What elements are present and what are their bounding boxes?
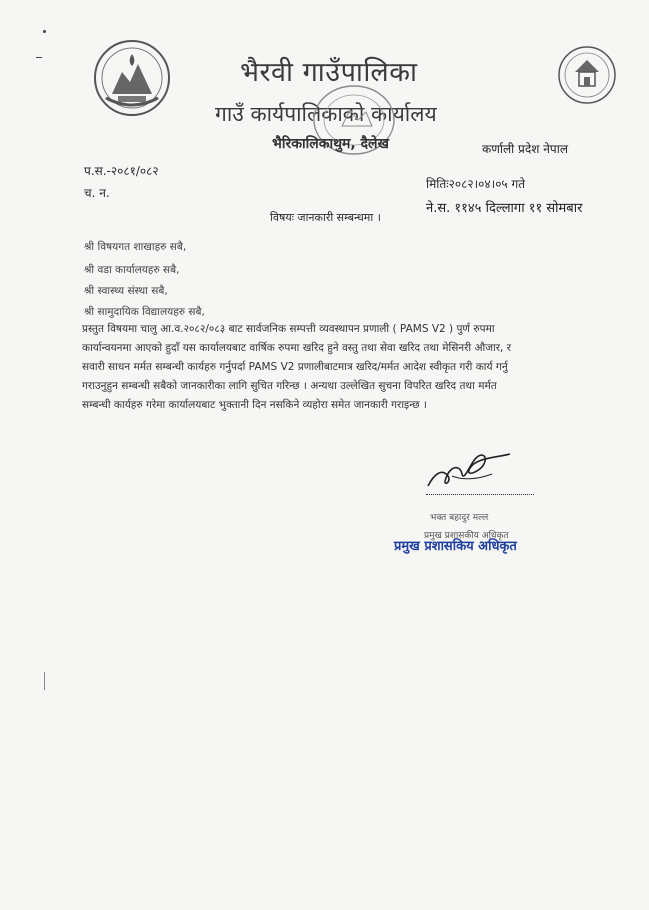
office-address: भैरिकालिकाथुम, दैलेख — [272, 136, 389, 152]
body-line: सम्बन्धी कार्यहरु गरेमा कार्यालयबाट भुक्तानी दिन नसकिने व्यहोरा समेत जानकारी गराइन्छ । — [82, 399, 427, 411]
signature-line — [426, 494, 534, 495]
body-line: गराउनुहुन सम्बन्धी सबैको जानकारीका लागि सुचित गरिन्छ । अन्यथा उल्लेखित सुचना विपरित खरिद तथा मर्मत — [82, 380, 497, 392]
signatory-title-stamp: प्रमुख प्रशासकिय अधिकृत — [394, 539, 517, 554]
dispatch-number: च. न. — [84, 186, 110, 200]
recipient-line: श्री विषयगत शाखाहरु सबै, — [84, 241, 187, 253]
margin-mark — [43, 30, 46, 33]
letter-subject: विषयः जानकारी सम्बन्धमा । — [270, 211, 381, 224]
municipality-logo-icon — [557, 44, 617, 106]
letter-date: मितिः२०८२।०४।०५ गते — [426, 177, 526, 191]
nepal-sambat-date: ने.स. ११४५ दिल्लागा ११ सोमबार — [426, 201, 583, 216]
body-line: प्रस्तुत विषयमा चालु आ.व.२०८२/०८३ बाट सार्वजनिक सम्पत्ती व्यवस्थापन प्रणाली ( PAMS V2 ) पुर्ण रुपमा — [82, 323, 495, 335]
recipient-line: श्री स्वास्थ्य संस्था सबै, — [84, 285, 168, 297]
province-name: कर्णाली प्रदेश नेपाल — [482, 142, 568, 156]
municipality-name: भैरवी गाउँपालिका — [240, 57, 418, 88]
signatory-name: भक्त बहादुर मल्ल — [430, 513, 489, 523]
margin-mark — [44, 672, 45, 690]
nepal-emblem-icon — [92, 36, 172, 120]
body-line: कार्यान्वयनमा आएको हुदाँ यस कार्यालयबाट वार्षिक रुपमा खरिद हुने वस्तु तथा सेवा खरिद तथा मेसिनरी औजार, र — [82, 342, 511, 354]
recipient-line: श्री वडा कार्यालयहरु सबै, — [84, 264, 180, 276]
body-line: सवारी साधन मर्मत सम्बन्धी कार्यहरु गर्नुपर्दा PAMS V2 प्रणालीबाटमात्र खरिद/मर्मत आदेश स्वीकृत गरी कार्य गर्नु — [82, 361, 508, 373]
margin-mark — [36, 57, 42, 58]
office-name: गाउँ कार्यपालिकाको कार्यालय — [215, 102, 437, 126]
signatory-title-small: प्रमुख प्रशासकीय अधिकृत — [424, 531, 509, 541]
letter-reference-number: प.स.-२०८१/०८२ — [84, 164, 159, 178]
recipient-line: श्री सामुदायिक विद्यालयहरु सबै, — [84, 306, 205, 318]
letter-body — [82, 320, 582, 415]
